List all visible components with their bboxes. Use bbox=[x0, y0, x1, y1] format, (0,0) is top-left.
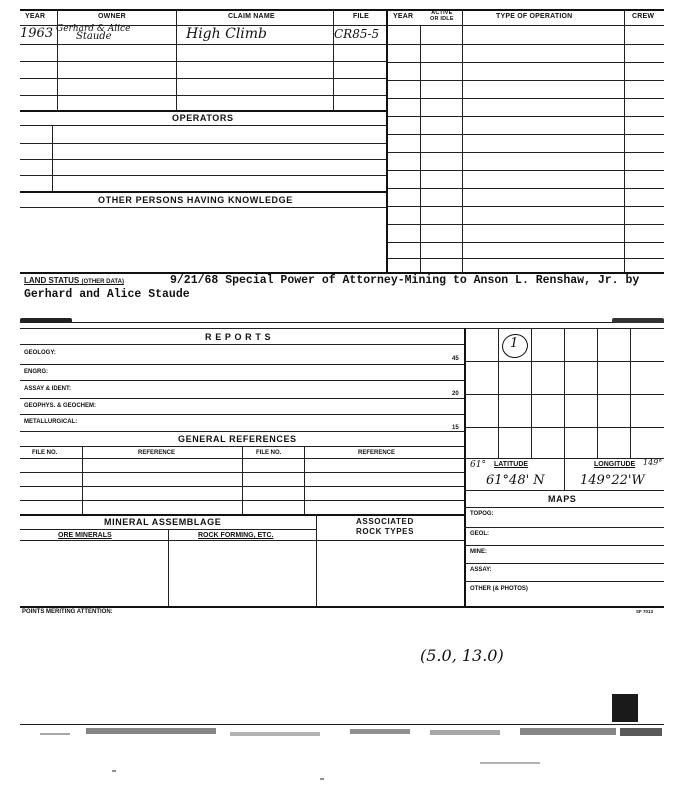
grid-line bbox=[498, 328, 499, 458]
entry-owner-line2: Staude bbox=[76, 31, 112, 42]
band-rule bbox=[20, 322, 664, 323]
points-note: (5.0, 13.0) bbox=[420, 646, 504, 665]
header-divider bbox=[624, 9, 625, 25]
row-rule bbox=[388, 80, 664, 81]
maps-title: MAPS bbox=[548, 494, 577, 504]
grid-line bbox=[464, 394, 664, 395]
maps-geol: GEOL: bbox=[470, 531, 489, 537]
operators-title: OPERATORS bbox=[172, 113, 234, 123]
maps-topog: TOPOG: bbox=[470, 511, 494, 517]
row-rule bbox=[464, 527, 664, 528]
row-rule bbox=[20, 207, 386, 208]
row-rule bbox=[388, 224, 664, 225]
other-persons-title: OTHER PERSONS HAVING KNOWLEDGE bbox=[98, 195, 293, 205]
col-claim-name-header: CLAIM NAME bbox=[228, 13, 275, 20]
report-label-metallurgical: METALLURGICAL: bbox=[24, 419, 78, 425]
report-label-geology: GEOLOGY: bbox=[24, 350, 56, 356]
row-rule bbox=[464, 490, 664, 491]
report-label-assay: ASSAY & IDENT: bbox=[24, 386, 72, 392]
col-rule bbox=[168, 529, 169, 606]
header-divider bbox=[176, 9, 177, 25]
col-rule bbox=[242, 446, 243, 514]
grid-line bbox=[564, 328, 565, 458]
top-rule bbox=[20, 9, 664, 11]
land-status-line2: Gerhard and Alice Staude bbox=[24, 288, 190, 301]
row-rule bbox=[388, 116, 664, 117]
col-type-operation-header: TYPE OF OPERATION bbox=[496, 13, 573, 20]
row-rule bbox=[20, 78, 386, 79]
rock-forming-label: ROCK FORMING, ETC. bbox=[198, 532, 274, 539]
row-rule bbox=[388, 170, 664, 171]
or-idle-label: OR IDLE bbox=[430, 16, 454, 22]
row-rule bbox=[464, 545, 664, 546]
row-rule bbox=[20, 159, 386, 160]
noise-band bbox=[40, 733, 70, 735]
main-divider bbox=[386, 9, 388, 272]
noise-band bbox=[480, 762, 540, 764]
row-rule bbox=[388, 188, 664, 189]
row-rule bbox=[20, 606, 664, 608]
row-rule bbox=[20, 514, 464, 516]
grid-line bbox=[531, 328, 532, 458]
report-label-engrg: ENGRG: bbox=[24, 369, 48, 375]
land-status-label bbox=[24, 276, 124, 285]
col-active-idle-header bbox=[430, 10, 454, 22]
row-rule bbox=[20, 44, 386, 45]
noise-rule bbox=[20, 724, 664, 725]
row-rule bbox=[20, 414, 464, 415]
row-rule bbox=[20, 540, 464, 541]
col-rule bbox=[82, 446, 83, 514]
row-rule bbox=[20, 380, 464, 381]
row-rule bbox=[20, 175, 386, 176]
col-year-header: YEAR bbox=[25, 13, 46, 20]
latitude-label: LATITUDE bbox=[494, 461, 529, 468]
noise-band bbox=[350, 729, 410, 734]
associated-label-1: ASSOCIATED bbox=[356, 517, 414, 526]
black-block bbox=[612, 694, 638, 722]
col-file-header: FILE bbox=[353, 13, 369, 20]
gref-col-file-no-2: FILE NO. bbox=[256, 450, 282, 456]
noise-band bbox=[620, 728, 662, 736]
row-rule bbox=[464, 507, 664, 508]
header-divider bbox=[462, 9, 463, 25]
row-rule bbox=[20, 344, 464, 345]
row-rule bbox=[20, 125, 386, 126]
latitude-value: 61°48' N bbox=[486, 473, 545, 488]
maps-mine: MINE: bbox=[470, 549, 487, 555]
entry-file: CR85-5 bbox=[334, 27, 380, 41]
report-num-assay: 20 bbox=[452, 391, 459, 397]
reports-title: R E P O R T S bbox=[205, 332, 272, 342]
row-rule bbox=[20, 110, 386, 112]
row-rule bbox=[20, 328, 664, 329]
noise-band bbox=[86, 728, 216, 734]
gref-col-file-no-1: FILE NO. bbox=[32, 450, 58, 456]
row-rule bbox=[388, 242, 664, 243]
points-label: POINTS MERITING ATTENTION: bbox=[22, 609, 113, 615]
col-rule bbox=[564, 458, 565, 490]
reports-right-divider bbox=[464, 328, 466, 606]
row-rule bbox=[388, 62, 664, 63]
associated-label-2: ROCK TYPES bbox=[356, 527, 415, 536]
row-rule bbox=[388, 258, 664, 259]
report-num-metallurgical: 15 bbox=[452, 425, 459, 431]
entry-owner-line1: Gerhard & Alice bbox=[56, 24, 131, 34]
noise-dot bbox=[320, 778, 324, 780]
noise-band bbox=[430, 730, 500, 735]
maps-assay: ASSAY: bbox=[470, 567, 492, 573]
form-number: SF 7013 bbox=[636, 609, 654, 614]
row-rule bbox=[388, 44, 664, 45]
row-rule bbox=[20, 398, 464, 399]
col-owner-header: OWNER bbox=[98, 13, 126, 20]
row-rule bbox=[388, 152, 664, 153]
noise-band bbox=[230, 732, 320, 736]
col-rule bbox=[333, 25, 334, 110]
gref-col-reference-1: REFERENCE bbox=[138, 450, 176, 456]
land-status-label-text: LAND STATUS bbox=[24, 276, 80, 285]
active-label: ACTIVE bbox=[431, 10, 453, 16]
land-status-label-sub: (OTHER DATA) bbox=[81, 279, 124, 285]
noise-band bbox=[520, 728, 616, 735]
grid-line bbox=[630, 328, 631, 458]
lon-suffix: 149° bbox=[643, 458, 663, 467]
header-divider bbox=[333, 9, 334, 25]
grid-line bbox=[464, 361, 664, 362]
lat-prefix: 61° bbox=[470, 460, 486, 470]
col-year2-header: YEAR bbox=[393, 13, 414, 20]
noise-dot bbox=[112, 770, 116, 772]
col-rule bbox=[57, 25, 58, 110]
longitude-label: LONGITUDE bbox=[594, 461, 636, 468]
row-rule bbox=[388, 98, 664, 99]
grid-mark-number: 1 bbox=[510, 336, 519, 351]
col-rule bbox=[316, 514, 317, 606]
col-rule bbox=[52, 125, 53, 191]
col-crew-header: CREW bbox=[632, 13, 655, 20]
ore-minerals-label: ORE MINERALS bbox=[58, 532, 112, 539]
row-rule bbox=[464, 581, 664, 582]
gref-col-reference-2: REFERENCE bbox=[358, 450, 396, 456]
row-rule bbox=[20, 143, 386, 144]
col-rule bbox=[304, 446, 305, 514]
row-rule bbox=[20, 61, 386, 62]
general-references-title: GENERAL REFERENCES bbox=[178, 434, 297, 444]
entry-year: 1963 bbox=[20, 26, 54, 41]
maps-other: OTHER (& PHOTOS) bbox=[470, 586, 528, 592]
grid-line bbox=[597, 328, 598, 458]
row-rule bbox=[20, 191, 386, 193]
row-rule bbox=[20, 95, 386, 96]
row-rule bbox=[20, 364, 464, 365]
row-rule bbox=[388, 134, 664, 135]
land-status-line1: 9/21/68 Special Power of Attorney-Mining to Anson L. Renshaw, Jr. by bbox=[170, 274, 640, 287]
row-rule bbox=[464, 563, 664, 564]
mineral-assemblage-title: MINERAL ASSEMBLAGE bbox=[104, 517, 222, 527]
row-rule bbox=[20, 431, 464, 432]
col-rule bbox=[176, 25, 177, 110]
row-rule bbox=[388, 206, 664, 207]
grid-line bbox=[464, 427, 664, 428]
report-label-geophys: GEOPHYS. & GEOCHEM: bbox=[24, 403, 97, 409]
report-num-geology: 45 bbox=[452, 356, 459, 362]
longitude-value: 149°22'W bbox=[580, 473, 645, 488]
band-right bbox=[612, 318, 664, 323]
entry-claim-name: High Climb bbox=[186, 26, 268, 42]
header-divider bbox=[57, 9, 58, 25]
